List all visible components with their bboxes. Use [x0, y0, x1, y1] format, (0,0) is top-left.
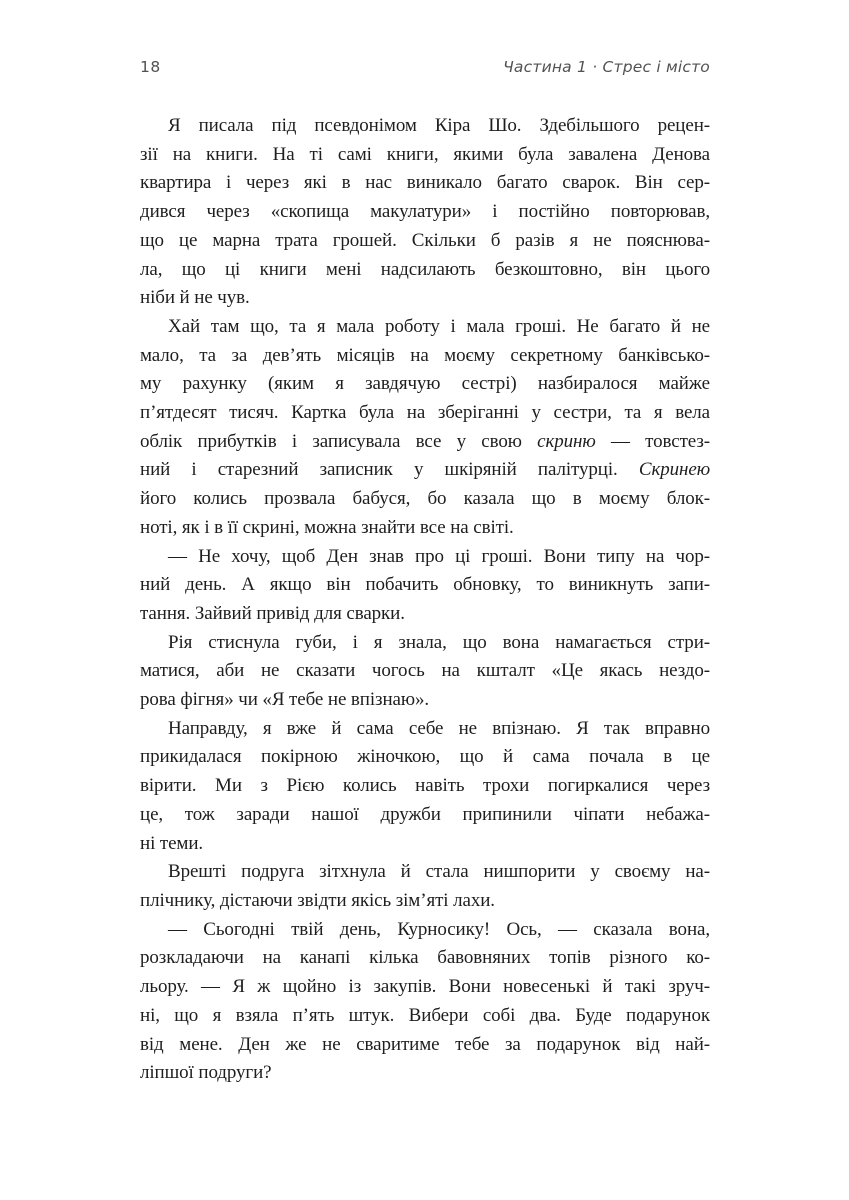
paragraph	[140, 112, 710, 313]
text-line: плічнику, дістаючи звідти якісь зім’яті лахи.	[140, 889, 495, 911]
text-line: Направду, я вже й сама себе не впізнаю. Я так вправно	[168, 717, 710, 739]
paragraph	[140, 858, 710, 915]
text-line: му рахунку (яким я завдячую сестрі) назбиралося майже	[140, 373, 710, 395]
text-line: Я писала під псевдонімом Кіра Шо. Здебільшого рецен-	[168, 115, 710, 136]
italic-text: Скринею	[638, 459, 710, 481]
text-line: ні, що я взяла п’ять штук. Вибери собі два. Буде подарунок	[140, 1004, 710, 1026]
text-line: ноті, як і в її скрині, можна знайти все на світі.	[140, 516, 514, 538]
text-line: вірити. Ми з Рією колись навіть трохи погиркалися через	[140, 775, 710, 797]
page-header	[140, 57, 710, 77]
text-line: Врешті подруга зітхнула й стала нишпорити у своєму на-	[168, 861, 710, 883]
text-line: облік прибутків і записувала все у свою скриню — товстез-	[140, 430, 710, 452]
text-line: матися, аби не сказати чогось на кшталт «Це якась нездо-	[140, 660, 710, 682]
text-line: — Не хочу, щоб Ден знав про ці гроші. Вони типу на чор-	[168, 545, 710, 567]
text-line: що це марна трата грошей. Скільки б разів я не пояснюва-	[140, 229, 710, 251]
text-line: прикидалася покірною жіночкою, що й сама почала в це	[140, 746, 710, 768]
body-text	[140, 112, 710, 1088]
paragraph	[140, 916, 710, 1088]
text-line: — Сьогодні твій день, Курносику! Ось, — сказала вона,	[168, 918, 710, 940]
text-line: його колись прозвала бабуся, бо казала що в моєму блок-	[140, 488, 710, 510]
paragraph	[140, 313, 710, 543]
text-line: Хай там що, та я мала роботу і мала гроші. Не багато й не	[168, 315, 710, 337]
text-line: п’ятдесят тисяч. Картка була на зберіганні у сестри, та я вела	[140, 402, 710, 424]
text-line: льору. — Я ж щойно із закупів. Вони новесенькі й такі зруч-	[140, 976, 710, 998]
text-line: тання. Зайвий привід для сварки.	[140, 602, 405, 624]
text-line: ний і старезний записник у шкіряній палітурці. Скринею	[140, 459, 710, 481]
text-line: ний день. А якщо він побачить обновку, то виникнуть запи-	[140, 574, 710, 596]
text-line: від мене. Ден же не сваритиме тебе за подарунок від най-	[140, 1033, 710, 1055]
text-line: зії на книги. На ті самі книги, якими була завалена Денова	[140, 143, 710, 165]
paragraph	[140, 629, 710, 715]
paragraph	[140, 715, 710, 859]
text-line: ніби й не чув.	[140, 287, 250, 309]
text-line: розкладаючи на канапі кілька бавовняних топів різного ко-	[140, 947, 710, 969]
text-line: ла, що ці книги мені надсилають безкоштовно, він цього	[140, 258, 710, 280]
text-line: рова фігня» чи «Я тебе не впізнаю».	[140, 689, 429, 711]
paragraph	[140, 543, 710, 629]
text-line: дився через «скопища макулатури» і постійно повторював,	[140, 201, 710, 223]
italic-text: скриню	[537, 430, 596, 452]
text-line: це, тож заради нашої дружби припинили чіпати небажа-	[140, 803, 710, 825]
page-number: 18	[140, 58, 161, 76]
running-title: Частина 1 · Стрес і місто	[503, 58, 710, 76]
text-line: мало, та за дев’ять місяців на моєму секретному банківсько-	[140, 344, 710, 366]
text-line: ні теми.	[140, 832, 204, 854]
text-line: квартира і через які в нас виникало багато сварок. Він сер-	[140, 172, 710, 194]
text-line: Рія стиснула губи, і я знала, що вона намагається стри-	[168, 631, 710, 653]
text-line: ліпшої подруги?	[140, 1062, 272, 1084]
